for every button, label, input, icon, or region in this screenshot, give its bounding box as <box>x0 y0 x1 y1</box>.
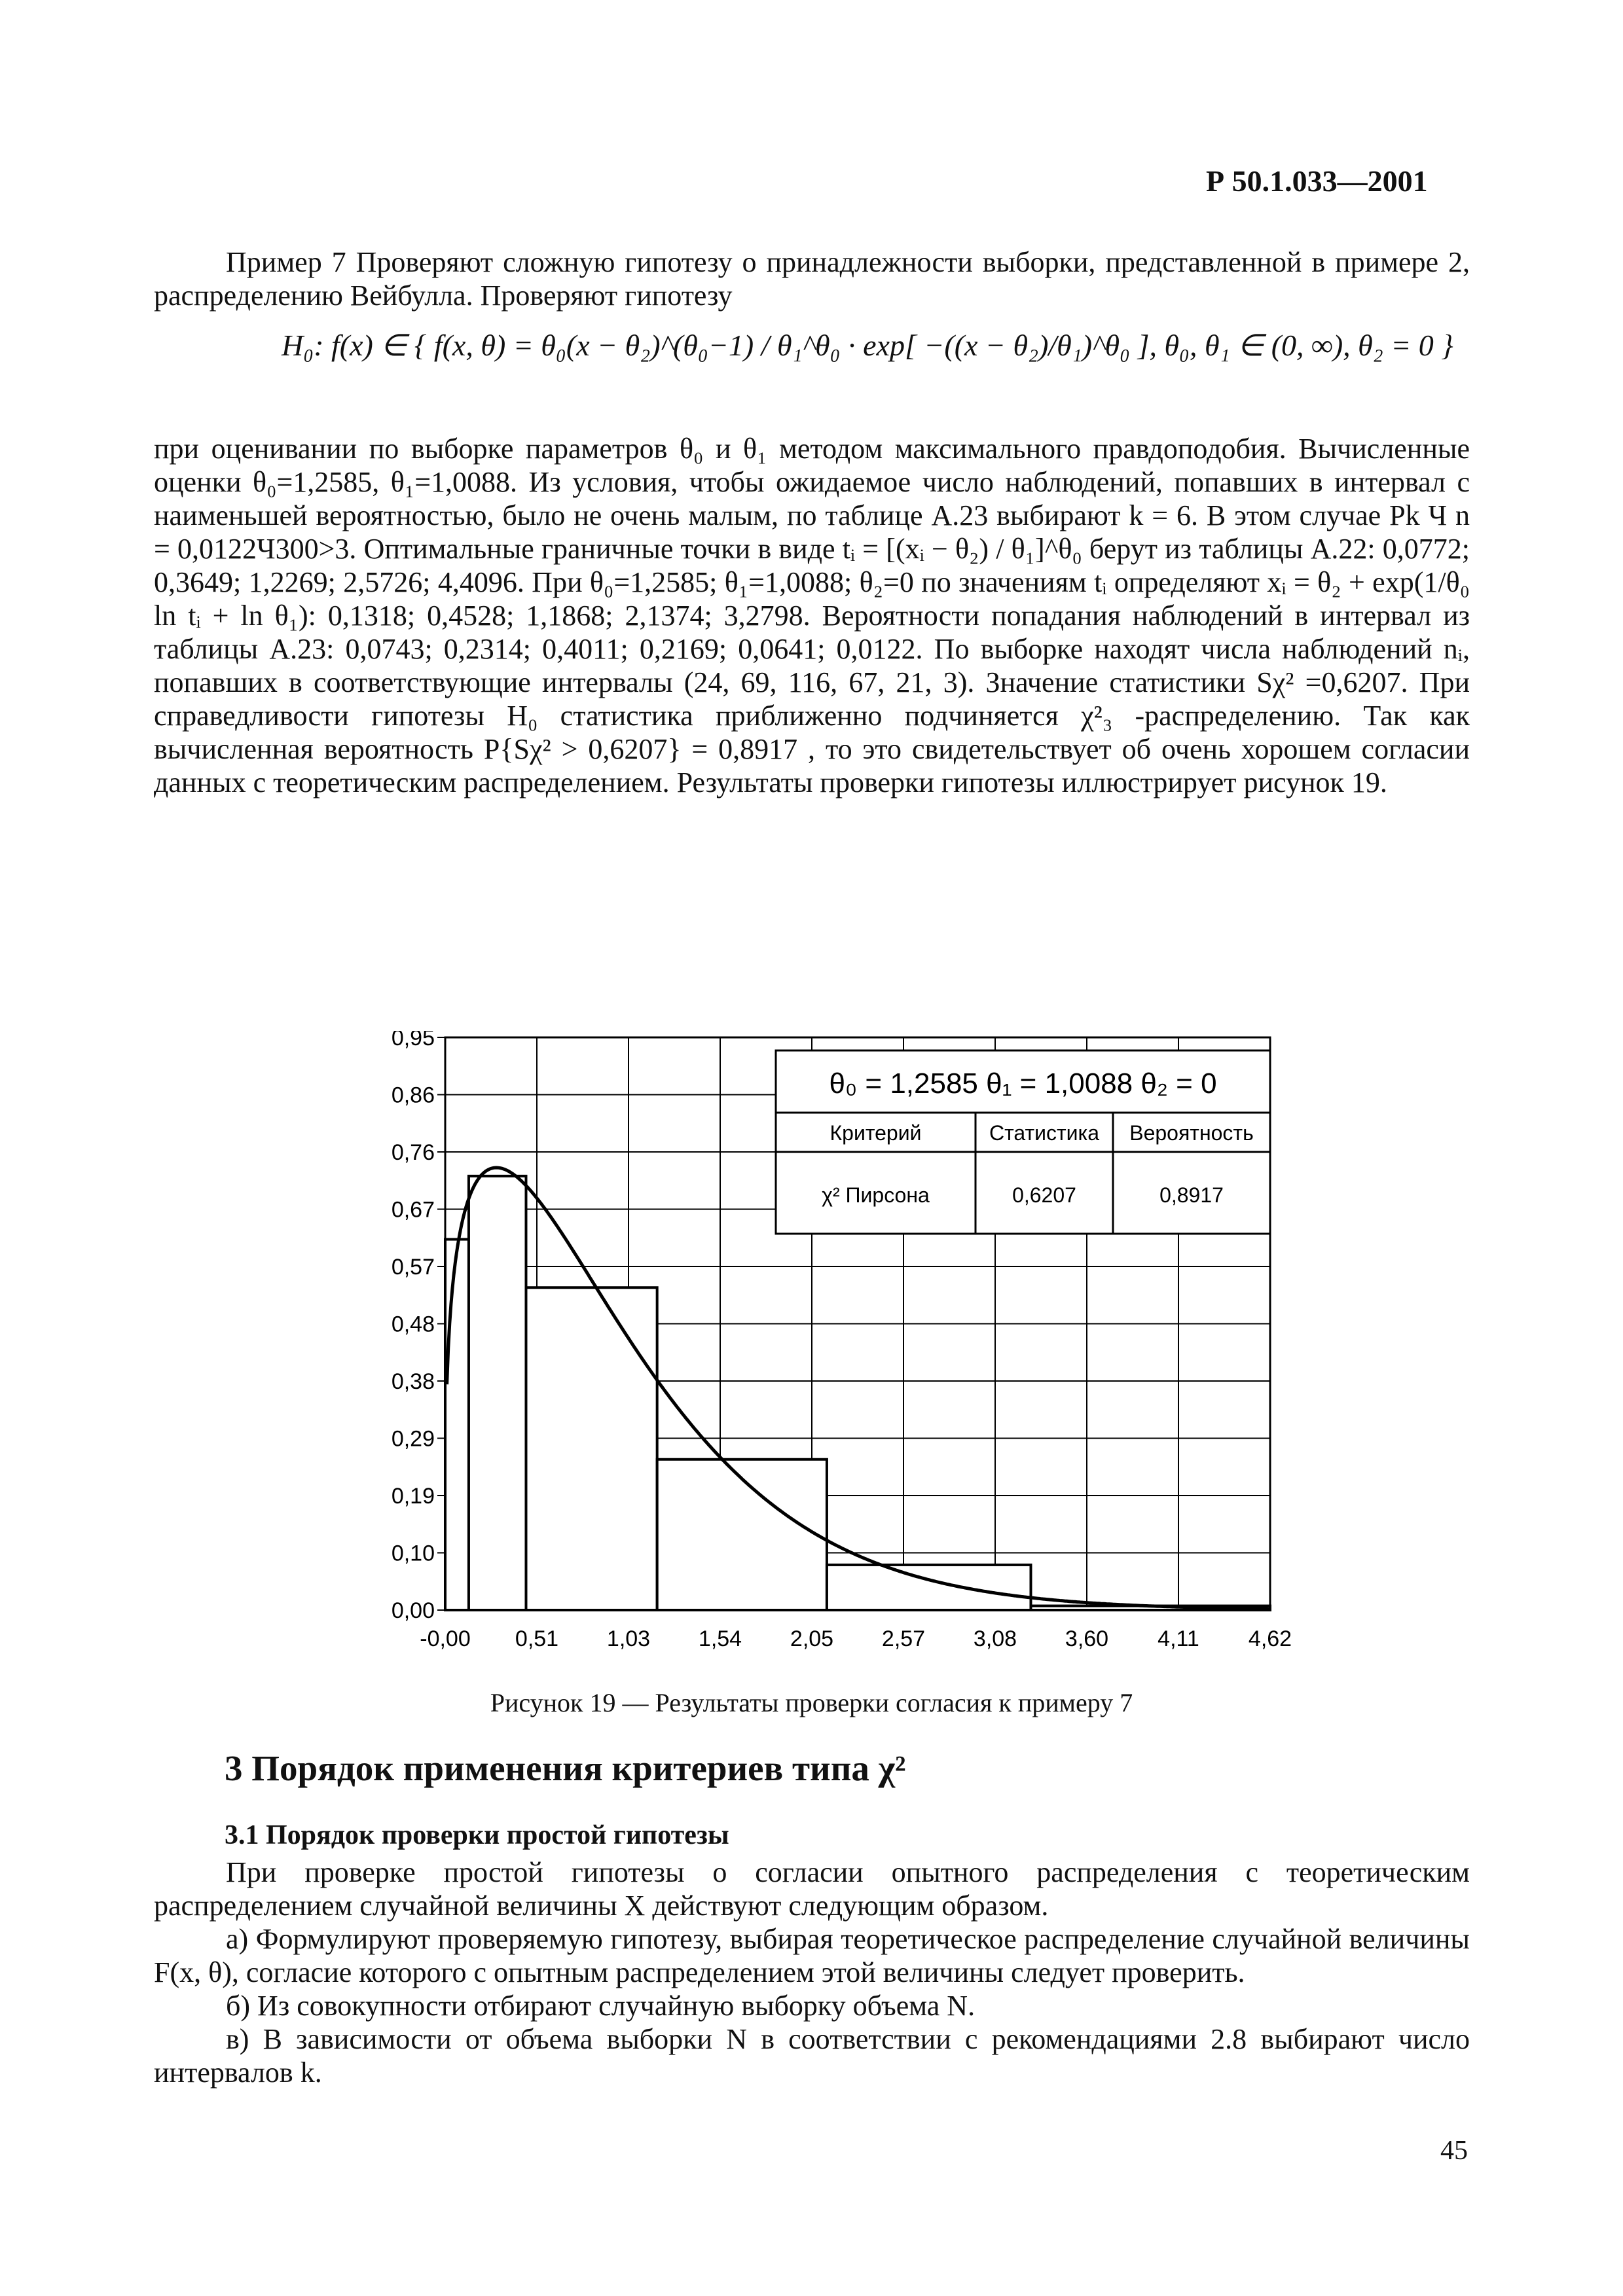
y-tick-label: 0,38 <box>391 1369 435 1394</box>
info-table-header: Статистика <box>989 1121 1100 1145</box>
histogram-plot <box>380 1031 1309 1659</box>
x-tick-label: -0,00 <box>420 1626 471 1651</box>
standard-number: Р 50.1.033—2001 <box>1206 164 1428 198</box>
x-tick-label: 0,51 <box>515 1626 559 1651</box>
histogram-bar <box>526 1287 657 1610</box>
y-tick-label: 0,76 <box>391 1140 435 1165</box>
y-tick-label: 0,29 <box>391 1426 435 1452</box>
x-tick-label: 4,62 <box>1248 1626 1292 1651</box>
section-heading: 3 Порядок применения критериев типа χ² <box>225 1748 906 1788</box>
y-tick-label: 0,95 <box>391 1031 435 1050</box>
x-tick-label: 2,57 <box>881 1626 926 1651</box>
page-number: 45 <box>1440 2136 1468 2166</box>
histogram-bar <box>445 1240 469 1610</box>
histogram-bar <box>657 1460 827 1610</box>
x-tick-label: 3,60 <box>1065 1626 1109 1651</box>
section-paragraph-4: в) В зависимости от объема выборки N в соответствии с рекомендациями 2.8 выбирают число интервалов k. <box>154 2023 1470 2089</box>
info-table-params: θ₀ = 1,2585 θ₁ = 1,0088 θ₂ = 0 <box>829 1067 1217 1100</box>
y-tick-label: 0,00 <box>391 1598 435 1623</box>
section-paragraph-2: а) Формулируют проверяемую гипотезу, выбирая теоретическое распределение случайной величины F(x, θ), согласие которого с опытным распределением этой величины следует проверить. <box>154 1923 1470 1988</box>
info-table-cell: χ² Пирсона <box>822 1183 930 1207</box>
info-table-cell: 0,6207 <box>1012 1183 1076 1207</box>
subsection-heading: 3.1 Порядок проверки простой гипотезы <box>225 1820 729 1850</box>
hypothesis-formula: H₀: f(x) ∈ { f(x, θ) = θ₀(x − θ₂)^(θ₀−1) / θ₁^θ₀ · exp[ −((x − θ₂)/θ₁)^θ₀ ], θ₀, θ₁ ∈ (0, ∞), θ₂ = 0 } <box>282 329 1453 362</box>
figure-caption: Рисунок 19 — Результаты проверки согласия к примеру 7 <box>490 1688 1133 1717</box>
figure-19-chart <box>380 1031 1309 1659</box>
example-paragraph-1: Пример 7 Проверяют сложную гипотезу о принадлежности выборки, представленной в примере 2, распределению Вейбулла. Проверяют гипотезу <box>154 246 1470 312</box>
info-table-header: Критерий <box>830 1121 922 1145</box>
x-tick-label: 3,08 <box>973 1626 1017 1651</box>
histogram-bar <box>827 1565 1031 1610</box>
info-table-cell: 0,8917 <box>1159 1183 1224 1207</box>
y-tick-label: 0,67 <box>391 1197 435 1223</box>
section-paragraph-1: При проверке простой гипотезы о согласии опытного распределения с теоретическим распределением случайной величины X действуют следующим образом. <box>154 1856 1470 1922</box>
x-tick-label: 4,11 <box>1158 1626 1199 1651</box>
info-table-header: Вероятность <box>1129 1121 1254 1145</box>
y-tick-label: 0,10 <box>391 1541 435 1566</box>
y-tick-label: 0,48 <box>391 1312 435 1337</box>
y-tick-label: 0,57 <box>391 1255 435 1280</box>
x-tick-label: 1,03 <box>606 1626 651 1651</box>
y-tick-label: 0,19 <box>391 1484 435 1509</box>
example-paragraph-2: при оценивании по выборке параметров θ₀ и θ₁ методом максимального правдоподобия. Вычисленные оценки θ₀=1,2585, θ₁=1,0088. Из условия, чтобы ожидаемое число наблюдений, попавших в интервал с наименьшей вероятностью, было не очень малым, по таблице А.23 выбирают k = 6. В этом случае Pk Ч n = 0,0122Ч300>3. Оптимальные граничные точки в виде tᵢ = [(xᵢ − θ₂) / θ₁]^θ₀ берут из таблицы А.22: 0,0772; 0,3649; 1,2269; 2,5726; 4,4096. При θ₀=1,2585; θ₁=1,0088; θ₂=0 по значениям tᵢ определяют xᵢ = θ₂ + exp(1/θ₀ ln tᵢ + ln θ₁): 0,1318; 0,4528; 1,1868; 2,1374; 3,2798. Вероятности попадания наблюдений в интервал из таблицы А.23: 0,0743; 0,2314; 0,4011; 0,2169; 0,0641; 0,0122. По выборке находят числа наблюдений nᵢ, попавших в соответствующие интервалы (24, 69, 116, 67, 21, 3). Значение статистики Sχ² =0,6207. При справедливости гипотезы H₀ статистика приближенно подчиняется χ²₃ -распределению. Так как вычисленная вероятность P{Sχ² > 0,6207} = 0,8917 , то это свидетельствует об очень хорошем согласии данных с теоретическим распределением. Результаты проверки гипотезы иллюстрирует рисунок 19. <box>154 433 1470 798</box>
x-tick-label: 2,05 <box>790 1626 834 1651</box>
y-tick-label: 0,86 <box>391 1083 435 1108</box>
x-tick-label: 1,54 <box>698 1626 742 1651</box>
histogram-bar <box>469 1176 526 1610</box>
section-paragraph-3: б) Из совокупности отбирают случайную выборку объема N. <box>226 1990 976 2022</box>
